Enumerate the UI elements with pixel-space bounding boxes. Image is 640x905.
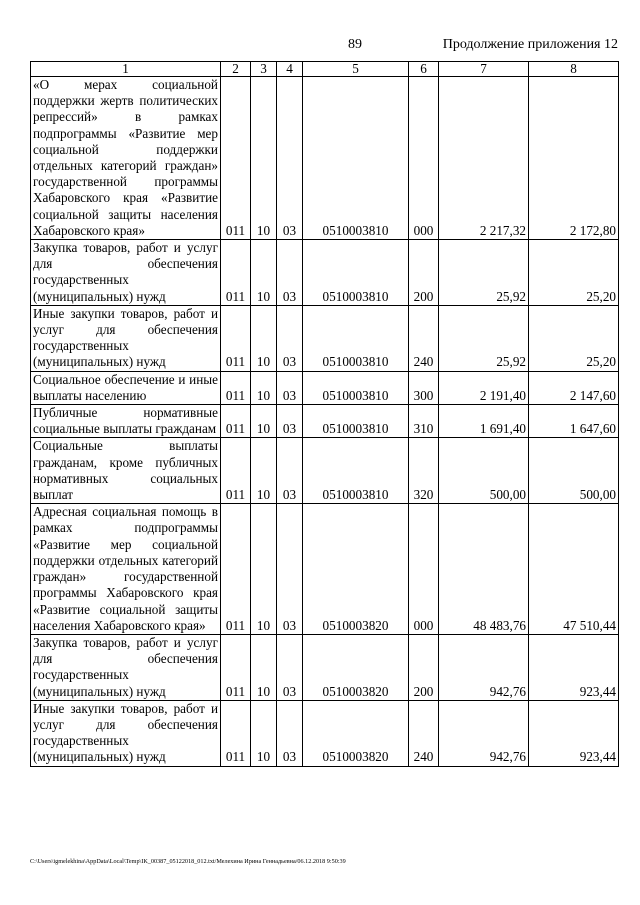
cell-amount-2: 923,44 bbox=[529, 634, 619, 700]
cell-expense-type: 000 bbox=[409, 77, 439, 240]
cell-name: Социальное обеспечение и иные выплаты населению bbox=[31, 371, 221, 404]
cell-expense-type: 300 bbox=[409, 371, 439, 404]
cell-amount-1: 2 191,40 bbox=[439, 371, 529, 404]
cell-target-article: 0510003810 bbox=[303, 77, 409, 240]
cell-name: Публичные нормативные социальные выплаты гражданам bbox=[31, 405, 221, 438]
cell-name: Адресная социальная помощь в рамках подпрограммы «Развитие мер социальной поддержки отдельных категорий граждан» государственной программы Хабаровского края «Развитие социальной защиты населения Хабаровского края» bbox=[31, 504, 221, 635]
table-row bbox=[31, 77, 619, 240]
table-row bbox=[31, 700, 619, 766]
column-number-row bbox=[31, 62, 619, 77]
cell-admin-code: 011 bbox=[221, 305, 251, 371]
table-row bbox=[31, 504, 619, 635]
cell-amount-2: 25,20 bbox=[529, 305, 619, 371]
cell-target-article: 0510003820 bbox=[303, 504, 409, 635]
column-number: 4 bbox=[277, 62, 303, 77]
cell-name: Закупка товаров, работ и услуг для обеспечения государственных (муниципальных) нужд bbox=[31, 240, 221, 306]
continuation-caption: Продолжение приложения 12 bbox=[442, 37, 618, 52]
cell-amount-1: 25,92 bbox=[439, 305, 529, 371]
column-number: 8 bbox=[529, 62, 619, 77]
cell-amount-2: 500,00 bbox=[529, 438, 619, 504]
cell-section: 10 bbox=[251, 371, 277, 404]
cell-section: 10 bbox=[251, 504, 277, 635]
cell-target-article: 0510003820 bbox=[303, 634, 409, 700]
cell-name: «О мерах социальной поддержки жертв политических репрессий» в рамках подпрограммы «Развитие мер социальной поддержки отдельных категорий граждан» государственной программы Хабаровского края «Развитие социальной защиты населения Хабаровского края» bbox=[31, 77, 221, 240]
column-number: 6 bbox=[409, 62, 439, 77]
cell-amount-2: 25,20 bbox=[529, 240, 619, 306]
cell-target-article: 0510003810 bbox=[303, 305, 409, 371]
cell-subsection: 03 bbox=[277, 371, 303, 404]
cell-amount-2: 1 647,60 bbox=[529, 405, 619, 438]
cell-subsection: 03 bbox=[277, 240, 303, 306]
column-number: 2 bbox=[221, 62, 251, 77]
cell-admin-code: 011 bbox=[221, 504, 251, 635]
cell-section: 10 bbox=[251, 700, 277, 766]
cell-target-article: 0510003820 bbox=[303, 700, 409, 766]
footer-file-path: C:\Users\igmelekhina\AppData\Local\Temp\IK_00387_05122018_012.txt/Мелехина Ирина Геннадьевна/06.12.2018 9:50:39 bbox=[30, 858, 346, 865]
cell-section: 10 bbox=[251, 634, 277, 700]
column-number: 5 bbox=[303, 62, 409, 77]
column-number: 1 bbox=[31, 62, 221, 77]
budget-table bbox=[30, 61, 619, 767]
cell-expense-type: 310 bbox=[409, 405, 439, 438]
cell-name: Социальные выплаты гражданам, кроме публичных нормативных социальных выплат bbox=[31, 438, 221, 504]
table-body bbox=[31, 62, 619, 767]
cell-target-article: 0510003810 bbox=[303, 438, 409, 504]
table-row bbox=[31, 371, 619, 404]
cell-expense-type: 200 bbox=[409, 240, 439, 306]
cell-amount-1: 1 691,40 bbox=[439, 405, 529, 438]
cell-target-article: 0510003810 bbox=[303, 405, 409, 438]
table-row bbox=[31, 305, 619, 371]
cell-name: Иные закупки товаров, работ и услуг для обеспечения государственных (муниципальных) нужд bbox=[31, 305, 221, 371]
cell-amount-1: 2 217,32 bbox=[439, 77, 529, 240]
cell-name: Закупка товаров, работ и услуг для обеспечения государственных (муниципальных) нужд bbox=[31, 634, 221, 700]
cell-admin-code: 011 bbox=[221, 240, 251, 306]
cell-expense-type: 240 bbox=[409, 305, 439, 371]
cell-target-article: 0510003810 bbox=[303, 240, 409, 306]
column-number: 7 bbox=[439, 62, 529, 77]
cell-target-article: 0510003810 bbox=[303, 371, 409, 404]
cell-amount-2: 923,44 bbox=[529, 700, 619, 766]
column-number: 3 bbox=[251, 62, 277, 77]
cell-amount-1: 942,76 bbox=[439, 634, 529, 700]
cell-section: 10 bbox=[251, 405, 277, 438]
cell-admin-code: 011 bbox=[221, 438, 251, 504]
cell-admin-code: 011 bbox=[221, 405, 251, 438]
cell-amount-1: 500,00 bbox=[439, 438, 529, 504]
cell-admin-code: 011 bbox=[221, 77, 251, 240]
cell-section: 10 bbox=[251, 77, 277, 240]
cell-amount-2: 2 172,80 bbox=[529, 77, 619, 240]
cell-admin-code: 011 bbox=[221, 700, 251, 766]
cell-subsection: 03 bbox=[277, 77, 303, 240]
table-row bbox=[31, 438, 619, 504]
cell-subsection: 03 bbox=[277, 438, 303, 504]
cell-expense-type: 320 bbox=[409, 438, 439, 504]
cell-expense-type: 240 bbox=[409, 700, 439, 766]
table-row bbox=[31, 240, 619, 306]
cell-amount-1: 48 483,76 bbox=[439, 504, 529, 635]
cell-section: 10 bbox=[251, 438, 277, 504]
cell-section: 10 bbox=[251, 240, 277, 306]
cell-subsection: 03 bbox=[277, 634, 303, 700]
table-row bbox=[31, 634, 619, 700]
cell-section: 10 bbox=[251, 305, 277, 371]
cell-subsection: 03 bbox=[277, 305, 303, 371]
cell-admin-code: 011 bbox=[221, 371, 251, 404]
cell-amount-1: 25,92 bbox=[439, 240, 529, 306]
cell-admin-code: 011 bbox=[221, 634, 251, 700]
cell-expense-type: 200 bbox=[409, 634, 439, 700]
cell-amount-1: 942,76 bbox=[439, 700, 529, 766]
cell-subsection: 03 bbox=[277, 504, 303, 635]
cell-amount-2: 47 510,44 bbox=[529, 504, 619, 635]
table-row bbox=[31, 405, 619, 438]
cell-expense-type: 000 bbox=[409, 504, 439, 635]
cell-name: Иные закупки товаров, работ и услуг для обеспечения государственных (муниципальных) нужд bbox=[31, 700, 221, 766]
cell-subsection: 03 bbox=[277, 700, 303, 766]
cell-subsection: 03 bbox=[277, 405, 303, 438]
cell-amount-2: 2 147,60 bbox=[529, 371, 619, 404]
page-number: 89 bbox=[348, 37, 362, 52]
